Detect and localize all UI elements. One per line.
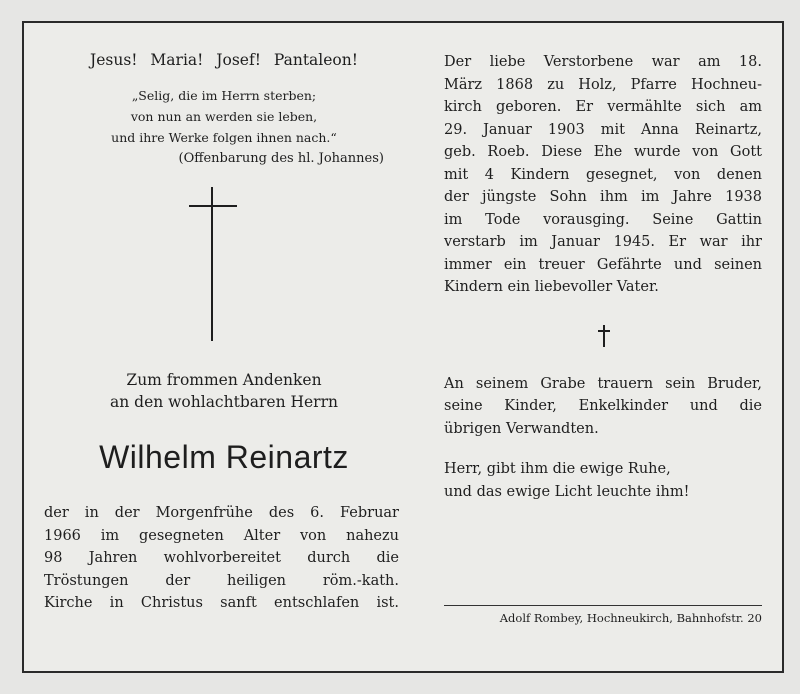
memorial-line: an den wohlachtbaren Herrn [110, 393, 338, 411]
mourning-line: übrigen Verwandten. [444, 420, 599, 437]
left-column [44, 51, 399, 615]
prayer-text [444, 458, 762, 503]
deceased-name: Wilhelm Reinartz [99, 439, 349, 475]
bio-line: im Tode vorausging. Seine Gattin [444, 211, 762, 228]
mourning-line: seine Kinder, Enkelkinder und die [444, 398, 762, 414]
quote-line: und ihre Werke folgen ihnen nach.“ [111, 130, 337, 145]
mourning-text [444, 373, 762, 441]
bio-line: geb. Roeb. Diese Ehe wurde von Gott [444, 144, 762, 160]
bio-line: mit 4 Kindern gesegnet, von denen [444, 166, 762, 183]
bio-line: Kindern ein liebevoller Vater. [444, 279, 659, 295]
memorial-card [22, 21, 784, 673]
cross-icon [54, 185, 394, 345]
bio-line: kirch geboren. Er vermählte sich am [444, 99, 762, 115]
obituary-line: Kirche in Christus sanft entschlafen ist. [44, 595, 399, 611]
bio-line: der jüngste Sohn ihm im Jahre 1938 [444, 189, 762, 205]
obituary-line: 1966 im gesegneten Alter von nahezu [44, 527, 399, 544]
biography-text [444, 51, 762, 299]
prayer-line: Herr, gibt ihm die ewige Ruhe, [444, 461, 671, 477]
prayer-line: und das ewige Licht leuchte ihm! [444, 483, 690, 500]
obituary-line: der in der Morgenfrühe des 6. Februar [44, 505, 399, 521]
obituary-line: Tröstungen der heiligen röm.-kath. [44, 572, 399, 589]
bio-line: verstarb im Januar 1945. Er war ihr [444, 234, 762, 250]
small-cross-icon [444, 315, 762, 355]
mourning-line: An seinem Grabe trauern sein Bruder, [444, 375, 762, 392]
invocation: Jesus! Maria! Josef! Pantaleon! [90, 51, 358, 69]
bio-line: 29. Januar 1903 mit Anna Reinartz, [444, 121, 762, 138]
bio-line: März 1868 zu Holz, Pfarre Hochneu- [444, 76, 762, 93]
memorial-line: Zum frommen Andenken [126, 371, 322, 389]
quote-line: „Selig, die im Herrn sterben; [131, 88, 317, 103]
bio-line: Der liebe Verstorbene war am 18. [444, 54, 762, 70]
obituary-line: 98 Jahren wohlvorbereitet durch die [44, 550, 399, 566]
right-column [444, 51, 762, 503]
memorial-heading [54, 369, 394, 413]
quote-source: (Offenbarung des hl. Johannes) [178, 151, 384, 166]
printer-divider [444, 605, 762, 606]
bible-quote [54, 85, 394, 169]
obituary-text [44, 502, 399, 615]
quote-line: von nun an werden sie leben, [130, 109, 318, 124]
bio-line: immer ein treuer Gefährte und seinen [444, 256, 762, 273]
printer-imprint: Adolf Rombey, Hochneukirch, Bahnhofstr. 20 [499, 611, 762, 625]
